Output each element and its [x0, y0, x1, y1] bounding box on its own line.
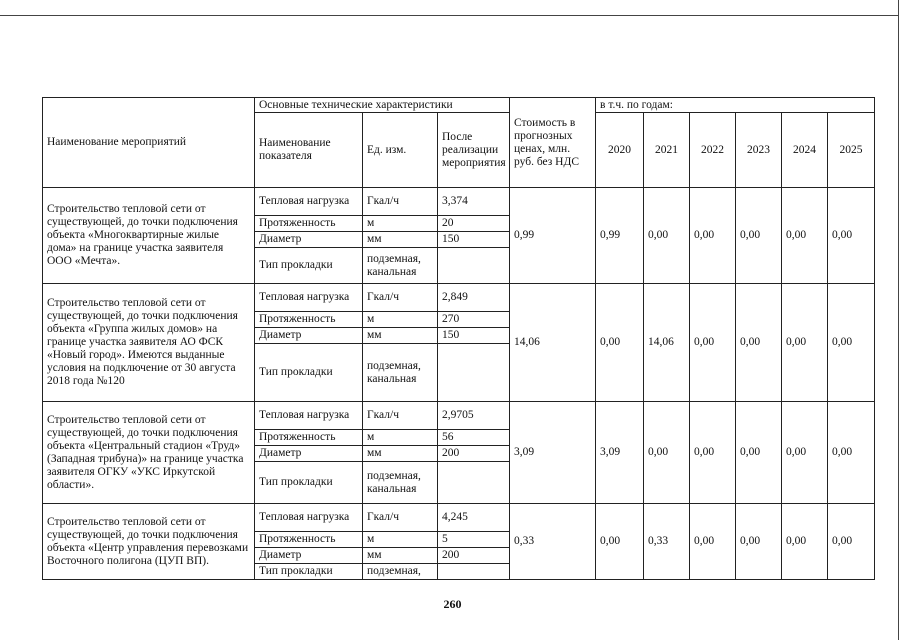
- page-number: 260: [443, 597, 462, 611]
- year-value: 0,00: [782, 284, 828, 402]
- header-tech-group: Основные технические характеристики: [255, 98, 510, 113]
- param-indicator: Диаметр: [255, 548, 363, 564]
- header-years-group: в т.ч. по годам:: [596, 98, 875, 113]
- param-indicator: Протяженность: [255, 312, 363, 328]
- year-value: 0,00: [828, 284, 875, 402]
- cost-value: 3,09: [510, 402, 596, 504]
- year-value: 0,00: [690, 402, 736, 504]
- param-unit: Гкал/ч: [363, 284, 438, 312]
- header-cost: Стоимость в прогнозных ценах, млн. руб. без НДС: [510, 98, 596, 188]
- param-value: [438, 344, 510, 402]
- param-value: [438, 564, 510, 580]
- param-value: 200: [438, 446, 510, 462]
- year-value: 0,00: [828, 188, 875, 284]
- param-unit: мм: [363, 446, 438, 462]
- param-value: 5: [438, 532, 510, 548]
- param-indicator: Тепловая нагрузка: [255, 188, 363, 216]
- year-value: 0,00: [690, 188, 736, 284]
- header-year: 2021: [644, 113, 690, 188]
- header-year: 2023: [736, 113, 782, 188]
- param-indicator: Тепловая нагрузка: [255, 402, 363, 430]
- year-value: 0,00: [782, 188, 828, 284]
- header-year: 2024: [782, 113, 828, 188]
- param-value: 200: [438, 548, 510, 564]
- param-indicator: Тип прокладки: [255, 462, 363, 504]
- measures-table: [42, 97, 875, 580]
- param-unit: подземная, канальная: [363, 248, 438, 284]
- param-unit: м: [363, 532, 438, 548]
- year-value: 0,00: [596, 504, 644, 580]
- param-indicator: Тип прокладки: [255, 248, 363, 284]
- header-indicator: Наименование показателя: [255, 113, 363, 188]
- param-value: 3,374: [438, 188, 510, 216]
- param-unit: Гкал/ч: [363, 504, 438, 532]
- param-unit: мм: [363, 232, 438, 248]
- param-indicator: Протяженность: [255, 532, 363, 548]
- measure-name: Строительство тепловой сети от существующей, до точки подключения объекта «Многоквартирные жилые дома» на границе участка заявителя ООО «Мечта».: [43, 188, 255, 284]
- year-value: 0,00: [644, 188, 690, 284]
- param-unit: подземная, канальная: [363, 344, 438, 402]
- cost-value: 0,99: [510, 188, 596, 284]
- param-indicator: Диаметр: [255, 232, 363, 248]
- year-value: 14,06: [644, 284, 690, 402]
- header-year: 2022: [690, 113, 736, 188]
- header-unit: Ед. изм.: [363, 113, 438, 188]
- param-value: 150: [438, 328, 510, 344]
- param-indicator: Диаметр: [255, 328, 363, 344]
- cost-value: 0,33: [510, 504, 596, 580]
- year-value: 3,09: [596, 402, 644, 504]
- year-value: 0,33: [644, 504, 690, 580]
- param-indicator: Тип прокладки: [255, 344, 363, 402]
- header-year: 2025: [828, 113, 875, 188]
- param-value: [438, 248, 510, 284]
- year-value: 0,00: [736, 284, 782, 402]
- param-value: 2,849: [438, 284, 510, 312]
- year-value: 0,00: [736, 402, 782, 504]
- year-value: 0,00: [782, 402, 828, 504]
- param-indicator: Тип прокладки: [255, 564, 363, 580]
- header-name: Наименование мероприятий: [43, 98, 255, 188]
- param-value: 270: [438, 312, 510, 328]
- param-value: 20: [438, 216, 510, 232]
- year-value: 0,00: [596, 284, 644, 402]
- param-value: 4,245: [438, 504, 510, 532]
- param-unit: Гкал/ч: [363, 402, 438, 430]
- param-value: 2,9705: [438, 402, 510, 430]
- year-value: 0,00: [736, 188, 782, 284]
- measure-name: Строительство тепловой сети от существующей, до точки подключения объекта «Центр управления перевозками Восточного полигона (ЦУП ВП).: [43, 504, 255, 580]
- year-value: 0,00: [736, 504, 782, 580]
- param-unit: м: [363, 430, 438, 446]
- year-value: 0,00: [644, 402, 690, 504]
- param-unit: м: [363, 216, 438, 232]
- year-value: 0,00: [690, 504, 736, 580]
- param-indicator: Тепловая нагрузка: [255, 504, 363, 532]
- param-indicator: Диаметр: [255, 446, 363, 462]
- header-year: 2020: [596, 113, 644, 188]
- page-frame-right: [898, 0, 899, 640]
- cost-value: 14,06: [510, 284, 596, 402]
- param-unit: подземная, канальная: [363, 462, 438, 504]
- param-unit: Гкал/ч: [363, 188, 438, 216]
- param-unit: мм: [363, 548, 438, 564]
- param-indicator: Тепловая нагрузка: [255, 284, 363, 312]
- year-value: 0,00: [828, 504, 875, 580]
- param-value: 150: [438, 232, 510, 248]
- param-indicator: Протяженность: [255, 430, 363, 446]
- year-value: 0,00: [828, 402, 875, 504]
- param-unit: подземная,: [363, 564, 438, 580]
- year-value: 0,00: [690, 284, 736, 402]
- param-value: 56: [438, 430, 510, 446]
- param-indicator: Протяженность: [255, 216, 363, 232]
- year-value: 0,00: [782, 504, 828, 580]
- header-after: После реализации мероприятия: [438, 113, 510, 188]
- param-unit: м: [363, 312, 438, 328]
- year-value: 0,99: [596, 188, 644, 284]
- measure-name: Строительство тепловой сети от существующей, до точки подключения объекта «Центральный стадион «Труд» (Западная трибуна)» на границе участка заявителя ОГКУ «УКС Иркутской области».: [43, 402, 255, 504]
- page-frame-top: [0, 0, 898, 16]
- param-value: [438, 462, 510, 504]
- measure-name: Строительство тепловой сети от существующей, до точки подключения объекта «Группа жилых домов» на границе участка заявителя АО ФСК «Новый город». Имеются выданные условия на подключение от 30 августа 2018 года №120: [43, 284, 255, 402]
- param-unit: мм: [363, 328, 438, 344]
